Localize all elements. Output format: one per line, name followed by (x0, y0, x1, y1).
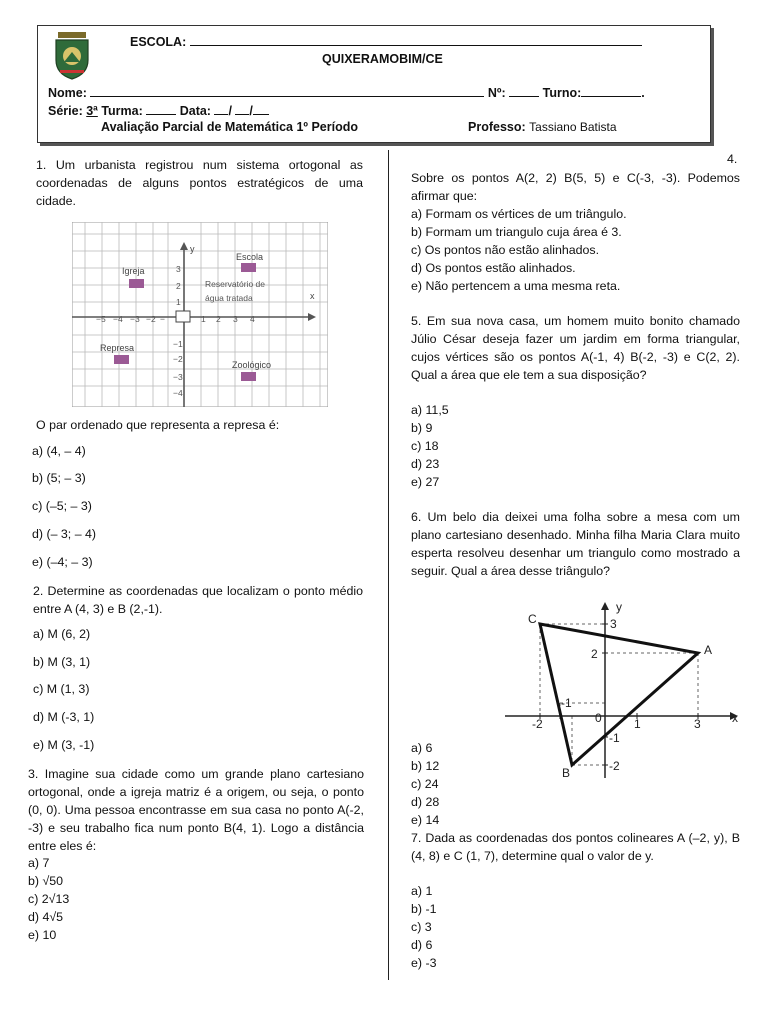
q2-option-b[interactable]: b) M (3, 1) (33, 655, 91, 669)
question-4-text: Sobre os pontos A(2, 2) B(5, 5) e C(-3, -3). Podemos afirmar que: (411, 171, 740, 203)
q7-option-e[interactable]: e) -3 (411, 956, 437, 970)
vertex-label-c: C (528, 612, 537, 626)
city-label: QUIXERAMOBIM/CE (322, 52, 443, 66)
q3-option-c[interactable]: c) 2√13 (28, 892, 70, 906)
graph-x-axis-label: x (732, 711, 738, 725)
graph-y-tick-2: 2 (591, 647, 598, 661)
svg-text:1: 1 (201, 314, 206, 324)
number-label: Nº: (487, 86, 506, 100)
q6-option-b[interactable]: b) 12 (411, 759, 440, 773)
grade-label: Série: (48, 104, 83, 118)
graph-origin-label: 0 (595, 711, 602, 725)
graph-y-axis-label: y (616, 600, 622, 614)
q5-option-a[interactable]: a) 11,5 (411, 403, 449, 417)
q6-option-c[interactable]: c) 24 (411, 777, 439, 791)
q3-option-b[interactable]: b) √50 (28, 874, 64, 888)
q2-option-e[interactable]: e) M (3, -1) (33, 738, 95, 752)
name-label: Nome: (48, 86, 87, 100)
svg-text:2: 2 (176, 281, 181, 291)
svg-text:1: 1 (176, 297, 181, 307)
svg-text:2: 2 (216, 314, 221, 324)
svg-text:−1: −1 (173, 339, 183, 349)
q3-option-a[interactable]: a) 7 (28, 856, 50, 870)
question-4-number: 4. (727, 152, 738, 166)
graph-y-tick-3: 3 (610, 617, 617, 631)
q6-option-d[interactable]: d) 28 (411, 795, 440, 809)
date-year-field[interactable] (253, 103, 269, 115)
graph-y-tick-m2: -2 (609, 759, 620, 773)
q6-options (411, 739, 439, 829)
q5-options (411, 401, 449, 491)
map-x-axis-label: x (310, 291, 315, 301)
svg-text:−3: −3 (173, 372, 183, 382)
question-1-text: 1. Um urbanista registrou num sistema ortogonal as coordenadas de alguns pontos estratégicos de uma cidade. (36, 158, 363, 208)
name-field[interactable] (90, 85, 484, 97)
q4-option-a[interactable]: a) Formam os vértices de um triângulo. (411, 207, 627, 221)
question-1-prompt: O par ordenado que representa a represa é: (36, 418, 280, 432)
svg-text:4: 4 (250, 314, 255, 324)
q4-option-d[interactable]: d) Os pontos estão alinhados. (411, 261, 576, 275)
question-5-text: 5. Em sua nova casa, um homem muito bonito chamado Júlio César deseja fazer um jardim em forma triangular, cujos vértices são os pontos A(-1, 4) B(-2, -3) e C(2, 2). Qual a área que ele tem a sua disposição? (411, 314, 740, 382)
professor-name: Tassiano Batista (529, 120, 617, 134)
q7-options (411, 882, 436, 972)
q5-option-c[interactable]: c) 18 (411, 439, 439, 453)
professor-label: Professo: (468, 120, 526, 134)
q1-option-c[interactable]: c) (–5; – 3) (32, 499, 92, 513)
svg-text:−5: −5 (96, 314, 106, 324)
map-y-axis-label: y (190, 244, 195, 254)
graph-y-tick-m1: -1 (609, 731, 620, 745)
graph-x-tick-m2: -2 (532, 717, 543, 731)
grade-value: 3ª (86, 104, 98, 118)
graph-x-tick-m1: -1 (561, 696, 572, 710)
graph-x-tick-3: 3 (694, 717, 701, 731)
map-label-reservatorio-line1: Reservatório de (205, 279, 266, 289)
q2-option-c[interactable]: c) M (1, 3) (33, 682, 90, 696)
state-coat-of-arms-icon (52, 32, 92, 80)
q5-option-e[interactable]: e) 27 (411, 475, 440, 489)
svg-text:−4: −4 (113, 314, 123, 324)
vertex-label-b: B (562, 766, 571, 780)
map-label-igreja: Igreja (122, 266, 145, 276)
q7-option-c[interactable]: c) 3 (411, 920, 432, 934)
q1-option-e[interactable]: e) (–4; – 3) (32, 555, 93, 569)
q6-option-a[interactable]: a) 6 (411, 741, 433, 755)
q4-options (411, 205, 627, 295)
column-divider (388, 150, 389, 980)
vertex-label-a: A (704, 643, 713, 657)
svg-text:−4: −4 (173, 388, 183, 398)
q4-option-b[interactable]: b) Formam um triangulo cuja área é 3. (411, 225, 622, 239)
map-label-reservatorio-line2: água tratada (205, 293, 253, 303)
q4-option-c[interactable]: c) Os pontos não estão alinhados. (411, 243, 600, 257)
school-label: ESCOLA: (130, 35, 187, 49)
svg-text:−: − (160, 314, 165, 324)
svg-text:3: 3 (233, 314, 238, 324)
question-2-text: 2. Determine as coordenadas que localizam o ponto médio entre A (4, 3) e B (2,-1). (33, 584, 363, 616)
question-7-text: 7. Dada as coordenadas dos pontos colineares A (–2, y), B (4, 8) e C (1, 7), determine qual o valor de y. (411, 831, 740, 863)
date-month-field[interactable] (235, 103, 249, 115)
class-label: Turma: (101, 104, 143, 118)
number-field[interactable] (509, 85, 539, 97)
q1-option-a[interactable]: a) (4, – 4) (32, 444, 86, 458)
graph-x-tick-1: 1 (634, 717, 641, 731)
triangle-graph (500, 596, 750, 782)
q5-option-b[interactable]: b) 9 (411, 421, 433, 435)
date-label: Data: (179, 104, 211, 118)
map-label-escola: Escola (236, 252, 264, 262)
school-field[interactable] (190, 34, 642, 46)
map-label-represa: Represa (100, 343, 135, 353)
svg-text:−3: −3 (130, 314, 140, 324)
map-label-zoologico: Zoológico (232, 360, 272, 370)
class-field[interactable] (146, 103, 176, 115)
shift-field[interactable] (581, 85, 641, 97)
svg-text:3: 3 (176, 264, 181, 274)
q7-option-a[interactable]: a) 1 (411, 884, 433, 898)
q2-option-d[interactable]: d) M (-3, 1) (33, 710, 95, 724)
shift-label: Turno: (542, 86, 582, 100)
q5-option-d[interactable]: d) 23 (411, 457, 440, 471)
q4-option-e[interactable]: e) Não pertencem a uma mesma reta. (411, 279, 621, 293)
question-3-text: 3. Imagine sua cidade como um grande plano cartesiano ortogonal, onde a igreja matriz é a origem, ou seja, o ponto (0, 0). Uma pessoa encontrasse em sua casa no ponto A(-2, -3) e seu trabalho fica num ponto B(4, 1). Logo a distância entre eles é: (28, 767, 364, 853)
q6-option-e[interactable]: e) 14 (411, 813, 440, 827)
svg-text:−2: −2 (173, 354, 183, 364)
q7-option-d[interactable]: d) 6 (411, 938, 433, 952)
q3-option-e[interactable]: e) 10 (28, 928, 57, 942)
date-day-field[interactable] (214, 103, 228, 115)
q1-option-b[interactable]: b) (5; – 3) (32, 471, 86, 485)
question-6-text: 6. Um belo dia deixei uma folha sobre a mesa com um plano cartesiano desenhado. Minha filha Maria Clara muito esperta resolveu desenhar um triangulo como mostrado a seguir. Qual a área desse triângulo? (411, 510, 740, 578)
q3-option-d[interactable]: d) 4√5 (28, 910, 64, 924)
q7-option-b[interactable]: b) -1 (411, 902, 437, 916)
svg-text:−2: −2 (146, 314, 156, 324)
exam-title: Avaliação Parcial de Matemática 1º Período (101, 120, 358, 134)
q1-option-d[interactable]: d) (– 3; – 4) (32, 527, 97, 541)
city-map-grid (72, 222, 328, 407)
q2-option-a[interactable]: a) M (6, 2) (33, 627, 91, 641)
exam-header: ESCOLA: QUIXERAMOBIM/CE Nome: Nº: Turno: . Série: 3ª Turma: Data: / / Avaliação Parcial de Matemática 1º Período Professo: Tassiano Batista (37, 25, 711, 143)
q3-options (28, 854, 69, 944)
